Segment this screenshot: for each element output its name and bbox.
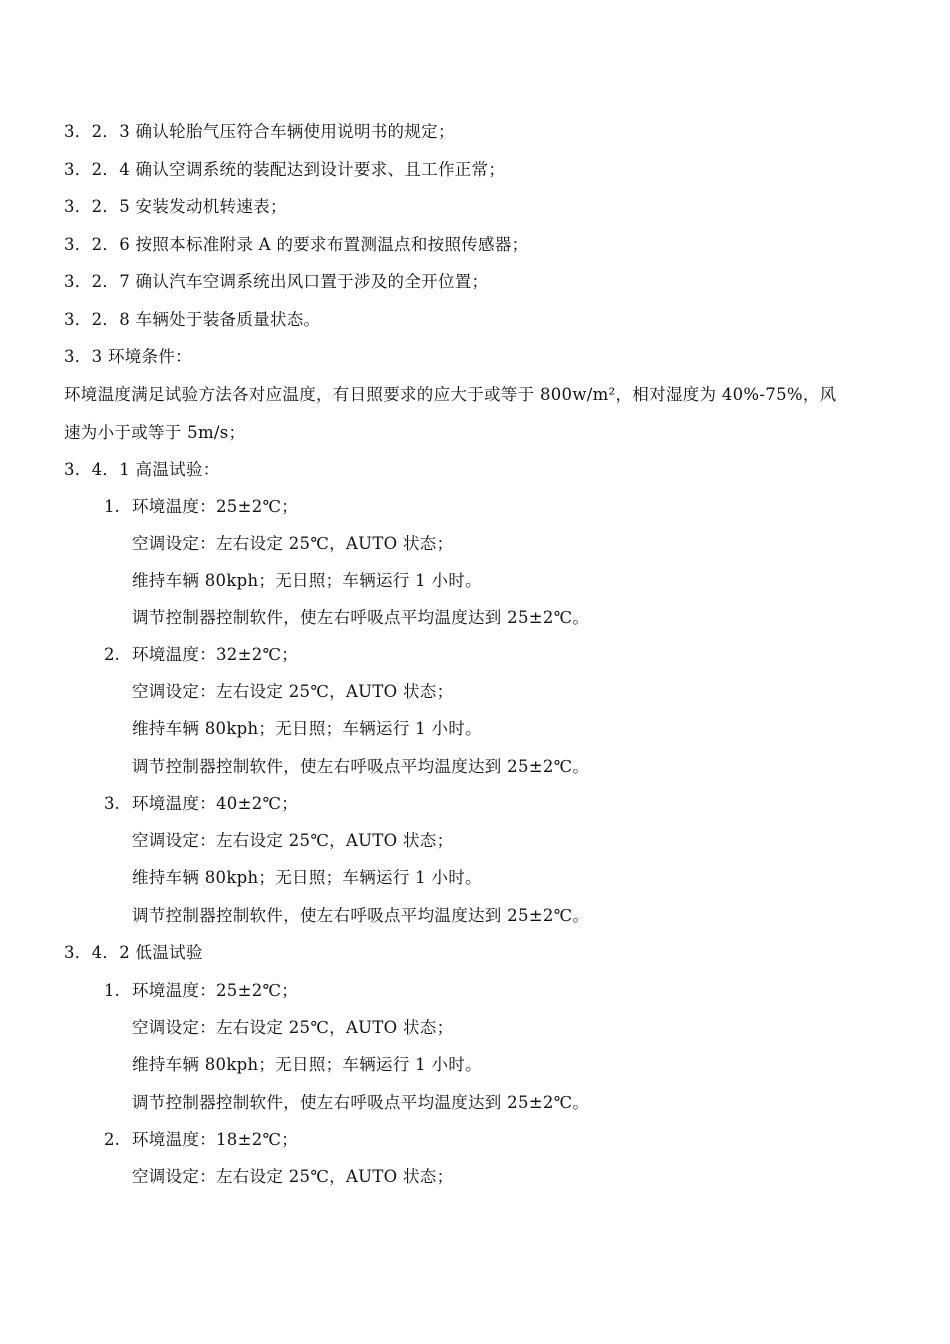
section-3-4-2-heading: 3．4．2 低温试验 (64, 943, 203, 962)
vehicle-run-line: 维持车辆 80kph；无日照；车辆运行 1 小时。 (132, 868, 482, 887)
step-3-2-6: 3．2．6 按照本标准附录 A 的要求布置测温点和按照传感器； (64, 235, 529, 254)
adjust-control-line: 调节控制器控制软件，使左右呼吸点平均温度达到 25±2℃。 (132, 1093, 590, 1112)
vehicle-run-line: 维持车辆 80kph；无日照；车辆运行 1 小时。 (132, 719, 482, 738)
ac-setting-line: 空调设定：左右设定 25℃，AUTO 状态； (132, 534, 454, 553)
env-paragraph-line-2: 速为小于或等于 5m/s； (64, 423, 246, 442)
section-3-3-heading: 3．3 环境条件： (64, 347, 192, 366)
step-3-2-7: 3．2．7 确认汽车空调系统出风口置于涉及的全开位置； (64, 272, 489, 291)
list-number: 2. (104, 645, 120, 664)
adjust-control-line: 调节控制器控制软件，使左右呼吸点平均温度达到 25±2℃。 (132, 757, 590, 776)
ac-setting-line: 空调设定：左右设定 25℃，AUTO 状态； (132, 1018, 454, 1037)
adjust-control-line: 调节控制器控制软件，使左右呼吸点平均温度达到 25±2℃。 (132, 906, 590, 925)
ambient-temp-line: 环境温度：40±2℃； (132, 794, 299, 813)
list-number: 1. (104, 981, 120, 1000)
ambient-temp-line: 环境温度：25±2℃； (132, 497, 299, 516)
step-3-2-4: 3．2．4 确认空调系统的装配达到设计要求、且工作正常； (64, 160, 506, 179)
ambient-temp-line: 环境温度：25±2℃； (132, 981, 299, 1000)
list-number: 3. (104, 794, 120, 813)
step-3-2-5: 3．2．5 安装发动机转速表； (64, 197, 287, 216)
vehicle-run-line: 维持车辆 80kph；无日照；车辆运行 1 小时。 (132, 1055, 482, 1074)
adjust-control-line: 调节控制器控制软件，使左右呼吸点平均温度达到 25±2℃。 (132, 608, 590, 627)
env-paragraph-line-1: 环境温度满足试验方法各对应温度，有日照要求的应大于或等于 800w/m²，相对湿度为 40%-75%，风 (64, 385, 837, 404)
list-number: 2. (104, 1130, 120, 1149)
step-3-2-8: 3．2．8 车辆处于装备质量状态。 (64, 310, 321, 329)
vehicle-run-line: 维持车辆 80kph；无日照；车辆运行 1 小时。 (132, 571, 482, 590)
ac-setting-line: 空调设定：左右设定 25℃，AUTO 状态； (132, 831, 454, 850)
ambient-temp-line: 环境温度：18±2℃； (132, 1130, 299, 1149)
step-3-2-3: 3．2．3 确认轮胎气压符合车辆使用说明书的规定； (64, 122, 455, 141)
ac-setting-line: 空调设定：左右设定 25℃，AUTO 状态； (132, 1167, 454, 1186)
ac-setting-line: 空调设定：左右设定 25℃，AUTO 状态； (132, 682, 454, 701)
list-number: 1. (104, 497, 120, 516)
ambient-temp-line: 环境温度：32±2℃； (132, 645, 299, 664)
section-3-4-1-heading: 3．4．1 高温试验： (64, 460, 220, 479)
